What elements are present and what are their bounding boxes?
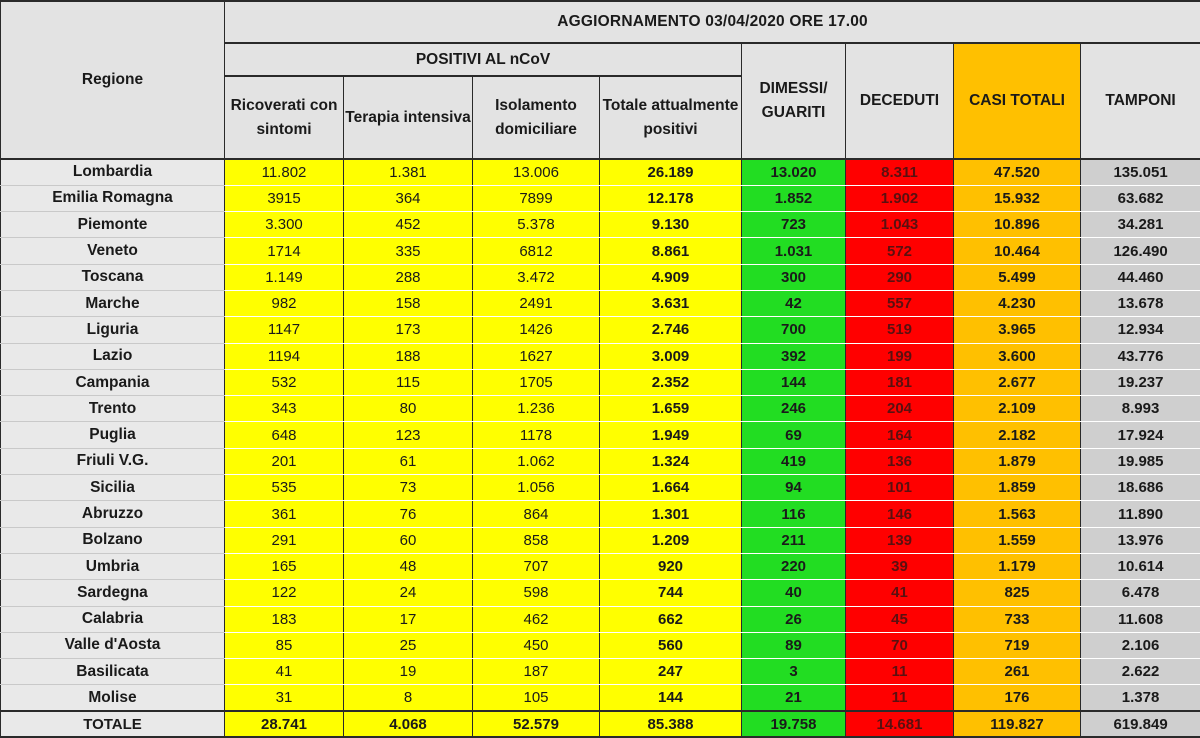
cell-terapia: 288 — [344, 264, 473, 290]
cell-ricoverati: 1194 — [225, 343, 344, 369]
cell-isolamento: 5.378 — [473, 212, 600, 238]
cell-tamponi: 11.890 — [1081, 501, 1200, 527]
total-label: TOTALE — [1, 711, 225, 737]
cell-tamponi: 13.678 — [1081, 290, 1200, 316]
region-name: Umbria — [1, 553, 225, 579]
cell-tamponi: 135.051 — [1081, 159, 1200, 185]
cell-deceduti: 204 — [846, 396, 954, 422]
cell-isolamento: 13.006 — [473, 159, 600, 185]
cell-casi-totali: 3.965 — [954, 317, 1081, 343]
cell-isolamento: 1426 — [473, 317, 600, 343]
cell-casi-totali: 5.499 — [954, 264, 1081, 290]
cell-ricoverati: 343 — [225, 396, 344, 422]
cell-terapia: 188 — [344, 343, 473, 369]
cell-ricoverati: 535 — [225, 475, 344, 501]
cell-totale-positivi: 4.909 — [600, 264, 742, 290]
cell-deceduti: 519 — [846, 317, 954, 343]
cell-casi-totali: 2.182 — [954, 422, 1081, 448]
cell-ricoverati: 361 — [225, 501, 344, 527]
cell-isolamento: 864 — [473, 501, 600, 527]
cell-dimessi: 26 — [742, 606, 846, 632]
column-header-deceduti: DECEDUTI — [846, 43, 954, 159]
region-name: Campania — [1, 369, 225, 395]
cell-tamponi: 12.934 — [1081, 317, 1200, 343]
cell-isolamento: 1178 — [473, 422, 600, 448]
cell-deceduti: 70 — [846, 632, 954, 658]
region-name: Valle d'Aosta — [1, 632, 225, 658]
cell-terapia: 61 — [344, 448, 473, 474]
cell-totale-positivi: 247 — [600, 659, 742, 685]
cell-isolamento: 1.236 — [473, 396, 600, 422]
cell-ricoverati: 3915 — [225, 185, 344, 211]
cell-tamponi: 18.686 — [1081, 475, 1200, 501]
cell-deceduti: 1.043 — [846, 212, 954, 238]
total-row — [1, 711, 1200, 737]
cell-tamponi: 6.478 — [1081, 580, 1200, 606]
cell-tamponi: 19.985 — [1081, 448, 1200, 474]
cell-deceduti: 41 — [846, 580, 954, 606]
cell-isolamento: 462 — [473, 606, 600, 632]
table-body — [1, 159, 1200, 711]
cell-tamponi: 19.237 — [1081, 369, 1200, 395]
cell-terapia: 48 — [344, 553, 473, 579]
cell-deceduti: 101 — [846, 475, 954, 501]
cell-ricoverati: 31 — [225, 685, 344, 711]
cell-ricoverati: 1714 — [225, 238, 344, 264]
cell-isolamento: 1.062 — [473, 448, 600, 474]
cell-dimessi: 419 — [742, 448, 846, 474]
cell-terapia: 173 — [344, 317, 473, 343]
region-name: Veneto — [1, 238, 225, 264]
cell-isolamento: 3.472 — [473, 264, 600, 290]
cell-casi-totali: 2.109 — [954, 396, 1081, 422]
cell-terapia: 1.381 — [344, 159, 473, 185]
cell-ricoverati: 648 — [225, 422, 344, 448]
total-terapia: 4.068 — [344, 711, 473, 737]
cell-casi-totali: 2.677 — [954, 369, 1081, 395]
cell-deceduti: 164 — [846, 422, 954, 448]
table-row — [1, 553, 1200, 579]
cell-deceduti: 199 — [846, 343, 954, 369]
cell-ricoverati: 201 — [225, 448, 344, 474]
cell-casi-totali: 47.520 — [954, 159, 1081, 185]
cell-isolamento: 6812 — [473, 238, 600, 264]
cell-deceduti: 181 — [846, 369, 954, 395]
table-row — [1, 475, 1200, 501]
region-name: Piemonte — [1, 212, 225, 238]
column-header-isolamento: Isolamento domiciliare — [473, 76, 600, 159]
cell-totale-positivi: 144 — [600, 685, 742, 711]
cell-isolamento: 187 — [473, 659, 600, 685]
region-name: Lazio — [1, 343, 225, 369]
column-header-terapia: Terapia intensiva — [344, 76, 473, 159]
total-deceduti: 14.681 — [846, 711, 954, 737]
cell-deceduti: 45 — [846, 606, 954, 632]
cell-deceduti: 557 — [846, 290, 954, 316]
region-name: Sicilia — [1, 475, 225, 501]
cell-terapia: 80 — [344, 396, 473, 422]
cell-dimessi: 700 — [742, 317, 846, 343]
cell-dimessi: 94 — [742, 475, 846, 501]
cell-tamponi: 43.776 — [1081, 343, 1200, 369]
cell-totale-positivi: 1.949 — [600, 422, 742, 448]
table-row — [1, 422, 1200, 448]
cell-casi-totali: 1.879 — [954, 448, 1081, 474]
header-row-title — [1, 1, 1200, 43]
cell-dimessi: 42 — [742, 290, 846, 316]
region-name: Bolzano — [1, 527, 225, 553]
cell-casi-totali: 4.230 — [954, 290, 1081, 316]
cell-casi-totali: 261 — [954, 659, 1081, 685]
region-name: Liguria — [1, 317, 225, 343]
cell-totale-positivi: 8.861 — [600, 238, 742, 264]
cell-totale-positivi: 744 — [600, 580, 742, 606]
cell-ricoverati: 165 — [225, 553, 344, 579]
column-header-regione: Regione — [1, 1, 225, 159]
table-row — [1, 238, 1200, 264]
cell-totale-positivi: 560 — [600, 632, 742, 658]
cell-totale-positivi: 3.631 — [600, 290, 742, 316]
total-dimessi: 19.758 — [742, 711, 846, 737]
table-row — [1, 659, 1200, 685]
cell-tamponi: 126.490 — [1081, 238, 1200, 264]
region-name: Calabria — [1, 606, 225, 632]
cell-isolamento: 1.056 — [473, 475, 600, 501]
cell-isolamento: 858 — [473, 527, 600, 553]
cell-casi-totali: 1.563 — [954, 501, 1081, 527]
cell-dimessi: 3 — [742, 659, 846, 685]
column-header-totale-positivi: Totale attualmente positivi — [600, 76, 742, 159]
cell-dimessi: 144 — [742, 369, 846, 395]
cell-dimessi: 723 — [742, 212, 846, 238]
cell-terapia: 73 — [344, 475, 473, 501]
cell-ricoverati: 122 — [225, 580, 344, 606]
cell-casi-totali: 10.464 — [954, 238, 1081, 264]
cell-totale-positivi: 1.324 — [600, 448, 742, 474]
cell-dimessi: 21 — [742, 685, 846, 711]
table-row — [1, 317, 1200, 343]
cell-terapia: 25 — [344, 632, 473, 658]
cell-deceduti: 1.902 — [846, 185, 954, 211]
region-name: Toscana — [1, 264, 225, 290]
cell-casi-totali: 15.932 — [954, 185, 1081, 211]
cell-isolamento: 450 — [473, 632, 600, 658]
cell-ricoverati: 41 — [225, 659, 344, 685]
cell-dimessi: 392 — [742, 343, 846, 369]
cell-deceduti: 572 — [846, 238, 954, 264]
table-row — [1, 580, 1200, 606]
cell-tamponi: 8.993 — [1081, 396, 1200, 422]
cell-tamponi: 13.976 — [1081, 527, 1200, 553]
column-header-casi-totali: CASI TOTALI — [954, 43, 1081, 159]
cell-ricoverati: 982 — [225, 290, 344, 316]
table-row — [1, 685, 1200, 711]
cell-dimessi: 69 — [742, 422, 846, 448]
cell-tamponi: 11.608 — [1081, 606, 1200, 632]
cell-deceduti: 11 — [846, 685, 954, 711]
cell-ricoverati: 3.300 — [225, 212, 344, 238]
cell-isolamento: 7899 — [473, 185, 600, 211]
cell-dimessi: 40 — [742, 580, 846, 606]
cell-tamponi: 44.460 — [1081, 264, 1200, 290]
cell-casi-totali: 1.179 — [954, 553, 1081, 579]
cell-tamponi: 2.622 — [1081, 659, 1200, 685]
table-row — [1, 396, 1200, 422]
column-group-positivi: POSITIVI AL nCoV — [225, 43, 742, 76]
cell-terapia: 17 — [344, 606, 473, 632]
cell-totale-positivi: 1.664 — [600, 475, 742, 501]
region-name: Lombardia — [1, 159, 225, 185]
cell-terapia: 76 — [344, 501, 473, 527]
cell-totale-positivi: 26.189 — [600, 159, 742, 185]
cell-ricoverati: 11.802 — [225, 159, 344, 185]
cell-isolamento: 1627 — [473, 343, 600, 369]
cell-isolamento: 707 — [473, 553, 600, 579]
cell-terapia: 335 — [344, 238, 473, 264]
cell-totale-positivi: 1.209 — [600, 527, 742, 553]
cell-casi-totali: 719 — [954, 632, 1081, 658]
table-row — [1, 185, 1200, 211]
cell-terapia: 24 — [344, 580, 473, 606]
region-name: Marche — [1, 290, 225, 316]
cell-terapia: 452 — [344, 212, 473, 238]
table-row — [1, 290, 1200, 316]
cell-totale-positivi: 2.746 — [600, 317, 742, 343]
column-header-dimessi: DIMESSI/ GUARITI — [742, 43, 846, 159]
region-name: Molise — [1, 685, 225, 711]
table-row — [1, 264, 1200, 290]
table-row — [1, 212, 1200, 238]
cell-totale-positivi: 1.659 — [600, 396, 742, 422]
table-row — [1, 159, 1200, 185]
cell-deceduti: 39 — [846, 553, 954, 579]
cell-dimessi: 13.020 — [742, 159, 846, 185]
region-name: Puglia — [1, 422, 225, 448]
total-totale-positivi: 85.388 — [600, 711, 742, 737]
cell-isolamento: 105 — [473, 685, 600, 711]
page-title: AGGIORNAMENTO 03/04/2020 ORE 17.00 — [225, 1, 1200, 43]
cell-casi-totali: 825 — [954, 580, 1081, 606]
cell-casi-totali: 733 — [954, 606, 1081, 632]
cell-terapia: 364 — [344, 185, 473, 211]
cell-totale-positivi: 2.352 — [600, 369, 742, 395]
cell-terapia: 8 — [344, 685, 473, 711]
cell-dimessi: 220 — [742, 553, 846, 579]
cell-deceduti: 8.311 — [846, 159, 954, 185]
cell-casi-totali: 1.859 — [954, 475, 1081, 501]
cell-casi-totali: 1.559 — [954, 527, 1081, 553]
table-row — [1, 343, 1200, 369]
cell-terapia: 115 — [344, 369, 473, 395]
region-name: Trento — [1, 396, 225, 422]
cell-ricoverati: 1.149 — [225, 264, 344, 290]
cell-ricoverati: 183 — [225, 606, 344, 632]
cell-dimessi: 116 — [742, 501, 846, 527]
cell-casi-totali: 3.600 — [954, 343, 1081, 369]
cell-terapia: 60 — [344, 527, 473, 553]
column-header-tamponi: TAMPONI — [1081, 43, 1200, 159]
total-casi-totali: 119.827 — [954, 711, 1081, 737]
region-name: Friuli V.G. — [1, 448, 225, 474]
cell-tamponi: 63.682 — [1081, 185, 1200, 211]
total-tamponi: 619.849 — [1081, 711, 1200, 737]
cell-totale-positivi: 3.009 — [600, 343, 742, 369]
cell-terapia: 19 — [344, 659, 473, 685]
cell-isolamento: 598 — [473, 580, 600, 606]
total-isolamento: 52.579 — [473, 711, 600, 737]
cell-deceduti: 290 — [846, 264, 954, 290]
region-name: Abruzzo — [1, 501, 225, 527]
cell-ricoverati: 1147 — [225, 317, 344, 343]
cell-dimessi: 246 — [742, 396, 846, 422]
cell-dimessi: 300 — [742, 264, 846, 290]
cell-totale-positivi: 9.130 — [600, 212, 742, 238]
region-name: Basilicata — [1, 659, 225, 685]
cell-ricoverati: 85 — [225, 632, 344, 658]
cell-isolamento: 2491 — [473, 290, 600, 316]
cell-dimessi: 211 — [742, 527, 846, 553]
cell-ricoverati: 291 — [225, 527, 344, 553]
table-row — [1, 369, 1200, 395]
cell-deceduti: 136 — [846, 448, 954, 474]
cell-totale-positivi: 1.301 — [600, 501, 742, 527]
cell-dimessi: 89 — [742, 632, 846, 658]
cell-tamponi: 1.378 — [1081, 685, 1200, 711]
cell-isolamento: 1705 — [473, 369, 600, 395]
cell-deceduti: 11 — [846, 659, 954, 685]
column-header-ricoverati: Ricoverati con sintomi — [225, 76, 344, 159]
cell-totale-positivi: 662 — [600, 606, 742, 632]
cell-terapia: 158 — [344, 290, 473, 316]
table-row — [1, 448, 1200, 474]
cell-tamponi: 10.614 — [1081, 553, 1200, 579]
cell-deceduti: 146 — [846, 501, 954, 527]
cell-dimessi: 1.852 — [742, 185, 846, 211]
table-row — [1, 527, 1200, 553]
table-row — [1, 632, 1200, 658]
cell-tamponi: 34.281 — [1081, 212, 1200, 238]
cell-tamponi: 17.924 — [1081, 422, 1200, 448]
cell-terapia: 123 — [344, 422, 473, 448]
cell-dimessi: 1.031 — [742, 238, 846, 264]
total-ricoverati: 28.741 — [225, 711, 344, 737]
cell-casi-totali: 10.896 — [954, 212, 1081, 238]
cell-deceduti: 139 — [846, 527, 954, 553]
region-name: Emilia Romagna — [1, 185, 225, 211]
cell-totale-positivi: 920 — [600, 553, 742, 579]
table-row — [1, 501, 1200, 527]
cell-casi-totali: 176 — [954, 685, 1081, 711]
region-name: Sardegna — [1, 580, 225, 606]
cell-totale-positivi: 12.178 — [600, 185, 742, 211]
cell-tamponi: 2.106 — [1081, 632, 1200, 658]
table-row — [1, 606, 1200, 632]
cell-ricoverati: 532 — [225, 369, 344, 395]
